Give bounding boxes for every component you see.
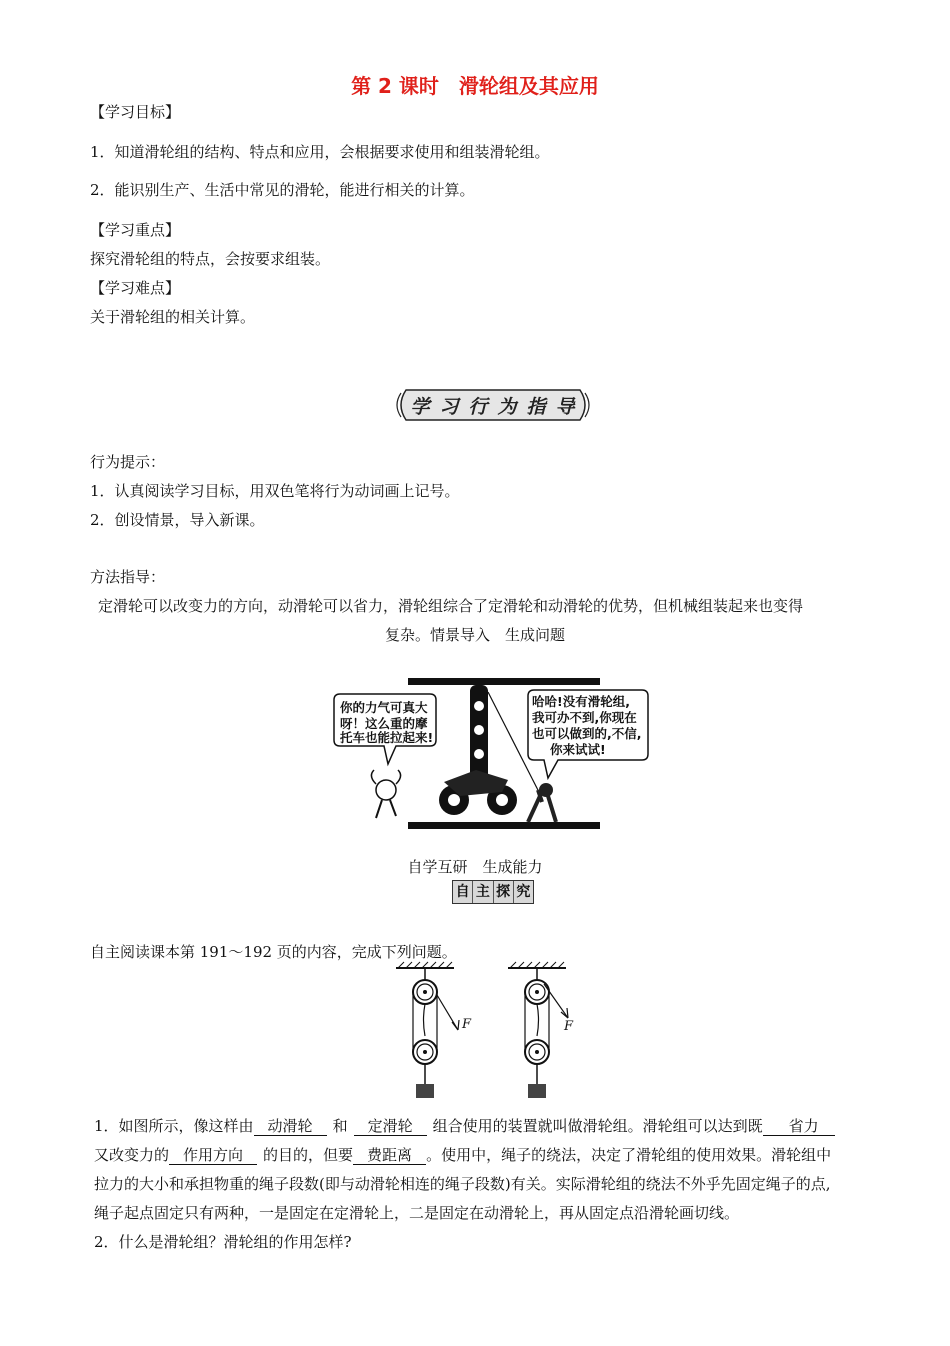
behavior-item-2: 2．创设情景，导入新课。 bbox=[90, 511, 265, 529]
tag-char: 自 bbox=[453, 881, 473, 903]
behavior-item-1: 1．认真阅读学习目标，用双色笔将行为动词画上记号。 bbox=[90, 482, 460, 500]
banner-char: 指 bbox=[526, 396, 546, 418]
banner-char: 学 bbox=[410, 396, 430, 418]
right-bubble-line-2: 我可办不到,你现在 bbox=[532, 710, 637, 725]
right-bubble-line-1: 哈哈!没有滑轮组, bbox=[532, 694, 630, 709]
left-bubble-line-2: 呀！这么重的摩 bbox=[340, 716, 428, 731]
goals-heading: 【学习目标】 bbox=[90, 103, 181, 121]
pulley-diagrams bbox=[396, 960, 586, 1102]
banner-char: 导 bbox=[555, 396, 575, 418]
lesson-title: 第 2 课时 滑轮组及其应用 bbox=[351, 74, 599, 98]
cartoon-illustration bbox=[326, 672, 662, 838]
method-line-2: 复杂。情景导入 生成问题 bbox=[384, 626, 565, 644]
left-bubble-line-1: 你的力气可真大 bbox=[340, 700, 428, 715]
q1-answer-5: 费距离 bbox=[353, 1146, 426, 1165]
q1-line-4: 绳子起点固定只有两种，一是固定在定滑轮上，二是固定在动滑轮上，再从固定点沿滑轮画切线。 bbox=[94, 1204, 740, 1222]
goal-item-2: 2．能识别生产、生活中常见的滑轮，能进行相关的计算。 bbox=[90, 181, 475, 199]
section-tag-self-study bbox=[452, 880, 534, 904]
force-label-right: F bbox=[564, 1019, 574, 1034]
read-instruction: 自主阅读课本第 191～192 页的内容，完成下列问题。 bbox=[90, 943, 457, 961]
tag-char: 探 bbox=[494, 881, 514, 903]
tag-char: 主 bbox=[473, 881, 493, 903]
q1-text: 1．如图所示，像这样由 bbox=[94, 1117, 254, 1135]
q1-text: 。使用中，绳子的绕法，决定了滑轮组的使用效果。滑轮组中 bbox=[426, 1146, 832, 1164]
focus-heading: 【学习重点】 bbox=[90, 221, 181, 239]
q1-answer-3: 省力 bbox=[763, 1117, 835, 1136]
behavior-heading: 行为提示： bbox=[90, 453, 166, 471]
q1-answer-2: 定滑轮 bbox=[354, 1117, 427, 1136]
left-bubble-line-3: 托车也能拉起来! bbox=[340, 730, 434, 745]
method-heading: 方法指导： bbox=[90, 568, 166, 586]
section-caption: 自学互研 生成能力 bbox=[407, 858, 543, 876]
q1-line-2 bbox=[94, 1145, 831, 1165]
banner-char: 行 bbox=[468, 396, 488, 418]
q1-text: 组合使用的装置就叫做滑轮组。滑轮组可以达到既 bbox=[432, 1117, 763, 1135]
banner-char: 习 bbox=[439, 396, 459, 418]
section-banner-behavior-guide bbox=[392, 388, 594, 422]
q1-line-1 bbox=[94, 1116, 835, 1136]
q1-answer-1: 动滑轮 bbox=[254, 1117, 327, 1136]
q2-text: 2．什么是滑轮组？滑轮组的作用怎样? bbox=[94, 1233, 352, 1251]
q1-answer-4: 作用方向 bbox=[169, 1146, 257, 1165]
method-line-1: 定滑轮可以改变力的方向，动滑轮可以省力，滑轮组综合了定滑轮和动滑轮的优势，但机械组装起来也变得 bbox=[98, 597, 804, 615]
goal-item-1: 1．知道滑轮组的结构、特点和应用，会根据要求使用和组装滑轮组。 bbox=[90, 143, 550, 161]
difficulty-text: 关于滑轮组的相关计算。 bbox=[90, 308, 256, 326]
force-label-left: F bbox=[462, 1017, 472, 1032]
q1-text: 又改变力的 bbox=[94, 1146, 170, 1164]
banner-char: 为 bbox=[497, 396, 517, 418]
difficulty-heading: 【学习难点】 bbox=[90, 279, 181, 297]
right-bubble-line-4: 你来试试! bbox=[550, 742, 606, 757]
q1-text: 和 bbox=[332, 1117, 348, 1135]
focus-text: 探究滑轮组的特点，会按要求组装。 bbox=[90, 250, 331, 268]
q1-text: 的目的，但要 bbox=[263, 1146, 354, 1164]
right-bubble-line-3: 也可以做到的,不信, bbox=[532, 726, 642, 741]
tag-char: 究 bbox=[516, 884, 531, 900]
q1-line-3: 拉力的大小和承担物重的绳子段数(即与动滑轮相连的绳子段数)有关。实际滑轮组的绕法不外乎先固定绳子的点, bbox=[94, 1175, 831, 1193]
